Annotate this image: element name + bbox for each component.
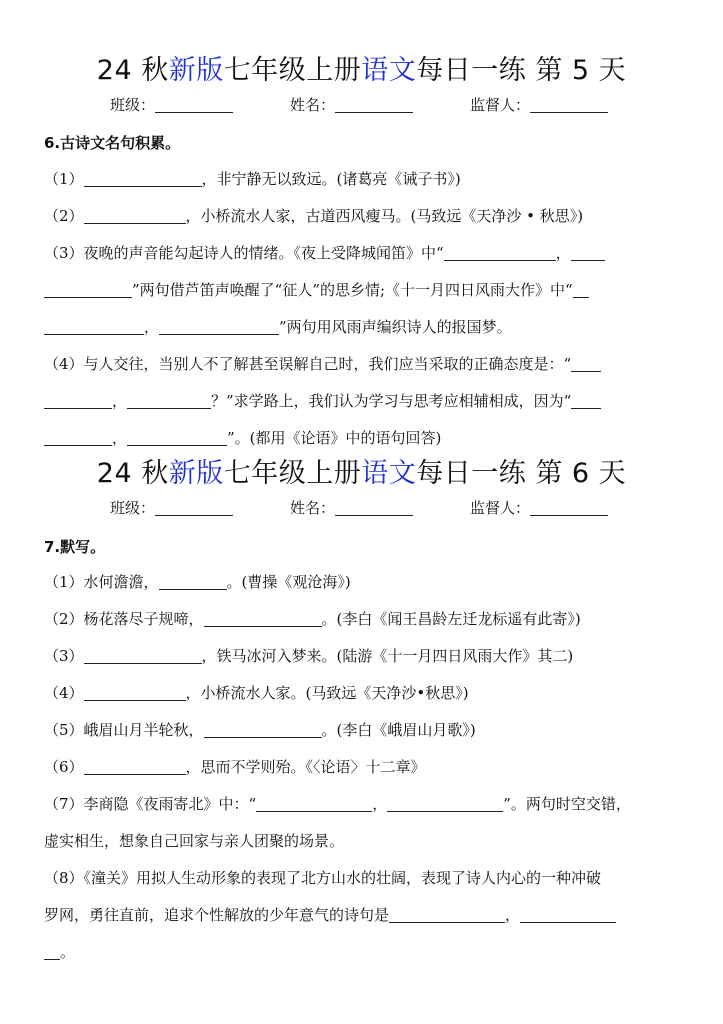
question-text: ，铁马冰河入梦来。(陆游《十一月四日风雨大作》其二) [201, 647, 574, 665]
class-blank[interactable] [155, 501, 233, 516]
answer-blank[interactable] [256, 797, 372, 812]
title-part: 每日一练 第 5 天 [416, 55, 627, 86]
question-text: （2）杨花落尽子规啼， [44, 610, 204, 628]
name-field [290, 497, 413, 518]
question-text: ”两句用风雨声编织诗人的报国梦。 [279, 318, 512, 336]
supervisor-field [470, 94, 608, 115]
answer-blank[interactable] [204, 723, 322, 738]
question-text: ， [372, 795, 388, 813]
class-field [110, 94, 233, 115]
answer-blank[interactable] [84, 686, 186, 701]
question-7-7-line1 [44, 793, 684, 814]
question-text: （4） [44, 684, 84, 702]
question-text: 。(李白《闻王昌龄左迁龙标遥有此寄》) [321, 610, 581, 628]
answer-blank[interactable] [84, 649, 202, 664]
answer-blank[interactable] [44, 394, 112, 409]
name-blank[interactable] [335, 501, 413, 516]
question-text: ？”求学路上，我们认为学习与思考应相辅相成，因为“ [211, 392, 572, 410]
question-text: ”。(都用《论语》中的语句回答) [227, 429, 442, 447]
question-text: （1） [44, 170, 84, 188]
answer-blank[interactable] [389, 908, 505, 923]
supervisor-blank[interactable] [530, 98, 608, 113]
question-6-3-line3 [44, 316, 684, 337]
answer-blank[interactable] [84, 172, 202, 187]
name-label: 姓名： [290, 499, 336, 517]
question-7-6 [44, 756, 684, 777]
class-label: 班级： [110, 96, 156, 114]
question-text: 罗网，勇往直前，追求个性解放的少年意气的诗句是 [44, 906, 390, 924]
section-heading-6: 6.古诗文名句积累。 [44, 134, 181, 152]
question-text: ，小桥流水人家。(马致远《天净沙•秋思》) [185, 684, 469, 702]
answer-blank[interactable] [44, 945, 60, 960]
name-label: 姓名： [290, 96, 336, 114]
question-7-5 [44, 719, 684, 740]
question-7-3 [44, 645, 684, 666]
question-text: ， [112, 429, 128, 447]
supervisor-label: 监督人： [470, 499, 531, 517]
question-text: ， [555, 244, 571, 262]
title-highlight-chinese: 语文 [361, 55, 417, 86]
question-text: 。(李白《峨眉山月歌》) [321, 721, 476, 739]
question-6-1 [44, 168, 684, 189]
title-highlight-chinese: 语文 [361, 458, 417, 489]
answer-blank[interactable] [571, 394, 601, 409]
question-6-2 [44, 205, 684, 226]
question-text: ， [144, 318, 160, 336]
question-text: ，非宁静无以致远。(诸葛亮《诫子书》) [201, 170, 461, 188]
answer-blank[interactable] [84, 209, 186, 224]
answer-blank[interactable] [127, 394, 211, 409]
answer-blank[interactable] [159, 320, 279, 335]
question-6-3-line2 [44, 279, 684, 300]
name-blank[interactable] [335, 98, 413, 113]
supervisor-blank[interactable] [530, 501, 608, 516]
question-text: ，思而不学则殆。《〈论语〉十二章》 [185, 758, 426, 776]
answer-blank[interactable] [204, 612, 322, 627]
question-6-4-line1 [44, 353, 684, 374]
question-6-4-line2 [44, 390, 684, 411]
answer-blank[interactable] [44, 283, 132, 298]
question-7-4 [44, 682, 684, 703]
question-text: （5）峨眉山月半轮秋， [44, 721, 204, 739]
supervisor-label: 监督人： [470, 96, 531, 114]
question-text: （3） [44, 647, 84, 665]
day5-title [0, 48, 723, 87]
question-text: （1）水何澹澹， [44, 573, 159, 591]
answer-blank[interactable] [444, 246, 556, 261]
question-text: ”两句借芦笛声唤醒了“征人”的思乡情;《十一月四日风雨大作》中“ [132, 281, 573, 299]
title-highlight-new: 新版 [168, 458, 224, 489]
class-blank[interactable] [155, 98, 233, 113]
question-7-8-line3 [44, 941, 684, 962]
question-text: ”。两句时空交错， [503, 795, 631, 813]
name-field [290, 94, 413, 115]
class-field [110, 497, 233, 518]
question-text: （6） [44, 758, 84, 776]
question-text: ， [112, 392, 128, 410]
question-text: （3）夜晚的声音能勾起诗人的情绪。《夜上受降城闻笛》中“ [44, 244, 444, 262]
question-6-4-line3 [44, 427, 684, 448]
class-label: 班级： [110, 499, 156, 517]
question-7-8-line2 [44, 904, 684, 925]
question-text: ， [505, 906, 521, 924]
day6-title [0, 451, 723, 490]
answer-blank[interactable] [520, 908, 616, 923]
answer-blank[interactable] [44, 320, 144, 335]
question-7-7-line2: 虚实相生，想象自己回家与亲人团聚的场景。 [44, 832, 345, 850]
answer-blank[interactable] [573, 283, 589, 298]
title-part: 24 秋 [96, 55, 169, 86]
question-7-8-line1: （8）《潼关》用拟人生动形象的表现了北方山水的壮阔，表现了诗人内心的一种冲破 [44, 869, 602, 887]
question-text: （4）与人交往，当别人不了解甚至误解自己时，我们应当采取的正确态度是：“ [44, 355, 572, 373]
section-heading-7: 7.默写。 [44, 538, 106, 556]
title-part: 七年级上册 [223, 55, 362, 86]
title-part: 七年级上册 [223, 458, 362, 489]
answer-blank[interactable] [571, 246, 605, 261]
supervisor-field [470, 497, 608, 518]
question-6-3-line1 [44, 242, 684, 263]
answer-blank[interactable] [387, 797, 503, 812]
question-text: ，小桥流水人家，古道西风瘦马。(马致远《天净沙 • 秋思》) [185, 207, 584, 225]
title-part: 24 秋 [96, 458, 169, 489]
question-text: 。(曹操《观沧海》) [226, 573, 351, 591]
answer-blank[interactable] [571, 357, 601, 372]
answer-blank[interactable] [127, 431, 227, 446]
question-text: （2） [44, 207, 84, 225]
title-part: 每日一练 第 6 天 [416, 458, 627, 489]
question-text: （7）李商隐《夜雨寄北》中：“ [44, 795, 257, 813]
question-7-1 [44, 571, 684, 592]
question-7-2 [44, 608, 684, 629]
question-text: 。 [60, 943, 76, 961]
answer-blank[interactable] [84, 760, 186, 775]
title-highlight-new: 新版 [168, 55, 224, 86]
answer-blank[interactable] [159, 575, 227, 590]
answer-blank[interactable] [44, 431, 112, 446]
